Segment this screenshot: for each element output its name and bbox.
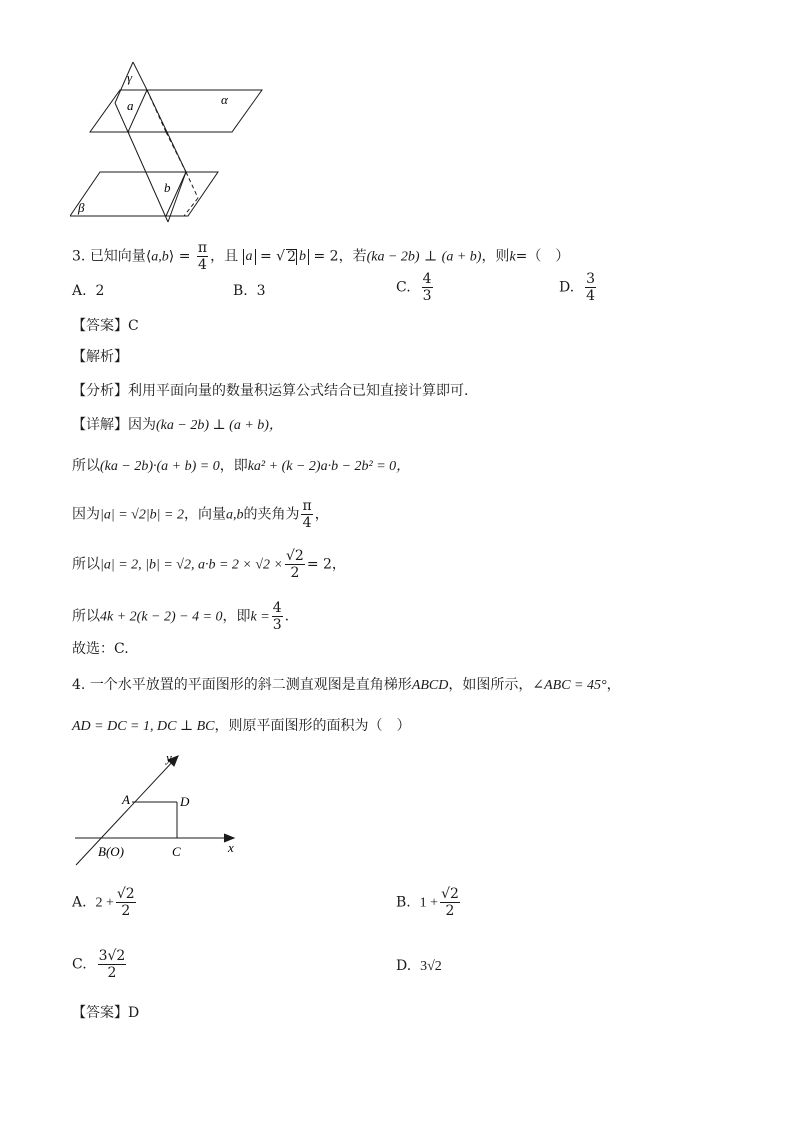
q3-step-2: 因为|a| = √2|b| = 2，向量a,b的夹角为 $\frac{\pi}{4}$ ， [72, 498, 329, 532]
q3-option-b[interactable]: B. 3 [233, 283, 266, 299]
label-bo-point: B(O) [98, 844, 124, 859]
label-beta: β [78, 200, 85, 215]
q4-option-d[interactable]: D. 3√2 [396, 958, 442, 974]
q4-option-b[interactable]: B. 1 + $\frac{√2}{2}$ [396, 886, 459, 920]
q3-step-4: 所以4k + 2(k − 2) − 4 = 0，即k = $\frac{4}{3}$ . [72, 600, 290, 634]
label-alpha: α [221, 92, 228, 107]
q4-stem-2: AD = DC = 1, DC ⊥ BC，则原平面图形的面积为（ ） [72, 718, 411, 734]
label-gamma: γ [127, 70, 133, 85]
q3-step-1: 所以(ka − 2b)·(a + b) = 0，即ka² + (k − 2)a·b − 2b² = 0， [72, 458, 411, 474]
label-a: a [127, 98, 134, 113]
q3-detail: 【详解】因为(ka − 2b) ⊥ (a + b)， [72, 417, 283, 433]
q3-fenxi: 【分析】利用平面向量的数量积运算公式结合已知直接计算即可. [72, 383, 469, 399]
q3-option-d[interactable]: D. $\frac{3}{4}$ [559, 271, 596, 305]
label-b: b [164, 180, 171, 195]
q3-choose: 故选：C. [72, 641, 129, 657]
q4-stem-1: 4. 一个水平放置的平面图形的斜二测直观图是直角梯形ABCD，如图所示，∠ABC = 45°， [72, 677, 621, 693]
figure-trapezoid [70, 748, 250, 868]
label-a-point: A [122, 792, 130, 807]
q3-option-a[interactable]: A. 2 [72, 283, 105, 299]
label-d-point: D [180, 794, 190, 809]
q4-answer: 【答案】D [72, 1005, 140, 1021]
q3-stem: 3. 已知向量⟨a,b⟩ = $\frac{\pi}{4}$ ，且 a = √ 2 b = 2，若(ka − 2b) ⊥ (a + b)，则k=（ ） [72, 240, 570, 274]
q3-answer: 【答案】C [72, 318, 139, 334]
y-axis [76, 758, 176, 865]
q4-option-c[interactable]: C. $\frac{3√2}{2}$ [72, 948, 126, 982]
figure-planes [70, 58, 270, 228]
label-y: y [166, 750, 172, 765]
q3-analysis-tag: 【解析】 [72, 349, 128, 365]
q3-step-3: 所以|a| = 2, |b| = √2, a·b = 2 × √2 × $\frac{√2}{2}$ = 2， [72, 548, 346, 582]
label-x: x [228, 840, 234, 855]
q4-option-a[interactable]: A. 2 + $\frac{√2}{2}$ [72, 886, 135, 920]
label-c-point: C [172, 844, 181, 859]
plane-alpha [90, 90, 262, 132]
q3-option-c[interactable]: C. $\frac{4}{3}$ [396, 271, 432, 305]
